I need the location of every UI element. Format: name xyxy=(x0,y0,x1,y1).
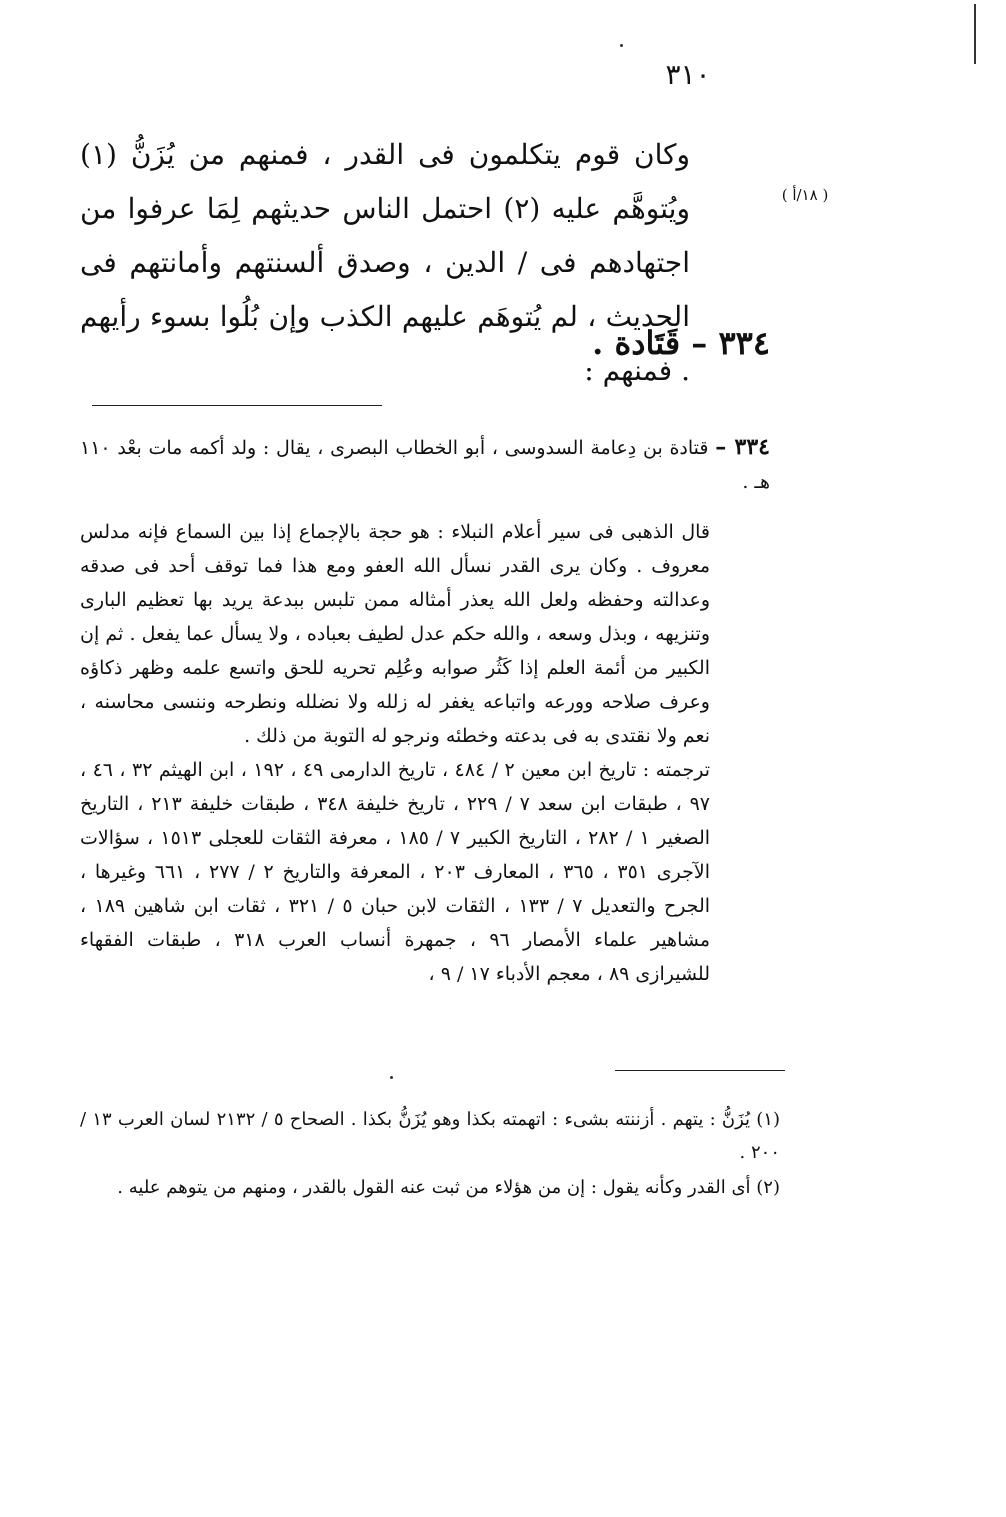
footnote-1: (١) يُزَنُّ : يتهم . أزننته بشىء : اتهمته بكذا وهو يُزَنُّ بكذا . الصحاح ٥ / ٢١٣٢ لسان العرب ١٣ / ٢٠٠ . xyxy=(80,1109,780,1163)
main-text-paragraph: وكان قوم يتكلمون فى القدر ، فمنهم من يُزَنُّ (١) ويُتوهَّم عليه (٢) احتمل الناس حديثهم لِمَا عرفوا من اجتهادهم فى / الدين ، وصدق ألسنتهم وأمانتهم فى الحديث ، لم يُتوهَم عليهم الكذب وإن بُلُوا بسوء رأيهم . فمنهم : xyxy=(80,138,690,387)
page-number: ٣١٠ xyxy=(665,58,711,91)
footnote-2: (٢) أى القدر وكأنه يقول : إن من هؤلاء من ثبت عنه القول بالقدر ، ومنهم من يتوهم عليه . xyxy=(117,1177,780,1198)
biography-entry xyxy=(80,430,770,499)
biography-number: ٣٣٤ – xyxy=(715,434,770,460)
scan-speck xyxy=(390,1076,393,1079)
footnote-separator-bottom xyxy=(615,1070,785,1071)
biography-first-line xyxy=(80,430,770,499)
biography-references: ترجمته : تاريخ ابن معين ٢ / ٤٨٤ ، تاريخ الدارمى ٤٩ ، ١٩٢ ، ابن الهيثم ٣٢ ، ٤٦ ، ٩٧ ، طبقات ابن سعد ٧ / ٢٢٩ ، تاريخ خليفة ٣٤٨ ، طبقات خليفة ٢١٣ ، التاريخ الصغير ١ / ٢٨٢ ، التاريخ الكبير ٧ / ١٨٥ ، معرفة الثقات للعجلى ١٥١٣ ، سؤالات الآجرى ٣٥١ ، ٣٦٥ ، المعارف ٢٠٣ ، المعرفة والتاريخ ٢ / ٢٧٧ ، ٦٦١ وغيرها ، الجرح والتعديل ٧ / ١٣٣ ، الثقات لابن حبان ٥ / ٣٢١ ، ثقات ابن شاهين ١٨٩ ، مشاهير علماء الأمصار ٩٦ ، جمهرة أنساب العرب ٣١٨ ، طبقات الفقهاء للشيرازى ٨٩ ، معجم الأدباء ١٧ / ٩ ، xyxy=(80,759,711,985)
biography-body xyxy=(80,515,710,991)
footnotes xyxy=(80,1103,780,1206)
scan-speck xyxy=(620,44,623,47)
biography-name-line: قتادة بن دِعامة السدوسى ، أبو الخطاب البصرى ، يقال : ولد أكمه مات بعْد ١١٠ هـ . xyxy=(80,437,770,493)
biography-paragraph: قال الذهبى فى سير أعلام النبلاء : هو حجة بالإجماع إذا بين السماع فإنه مدلس معروف . وكان يرى القدر نسأل الله العفو ومع هذا فما توقف أحد فى صدقه وعدالته وحفظه ولعل الله يعذر أمثاله ممن تلبس ببدعة يريد بها تعظيم البارى وتنزيهه ، وبذل وسعه ، والله حكم عدل لطيف بعباده ، ولا يسأل عما يفعل . ثم إن الكبير من أئمة العلم إذا كَثُر صوابه وعُلِم تحريه للحق واتسع علمه وظهر ذكاؤه وعرف صلاحه وورعه واتباعه يغفر له زلله ولا نضلله ونطرحه وننسى محاسنه ، نعم ولا نقتدى به فى بدعته وخطئه ونرجو له التوبة من ذلك . xyxy=(80,521,710,747)
footnote-separator-top xyxy=(92,405,382,406)
manuscript-folio-reference: ( ١٨/أ ) xyxy=(781,186,829,204)
entry-heading: ٣٣٤ – قَتَادة . xyxy=(592,324,770,362)
scan-edge-mark xyxy=(974,4,976,64)
